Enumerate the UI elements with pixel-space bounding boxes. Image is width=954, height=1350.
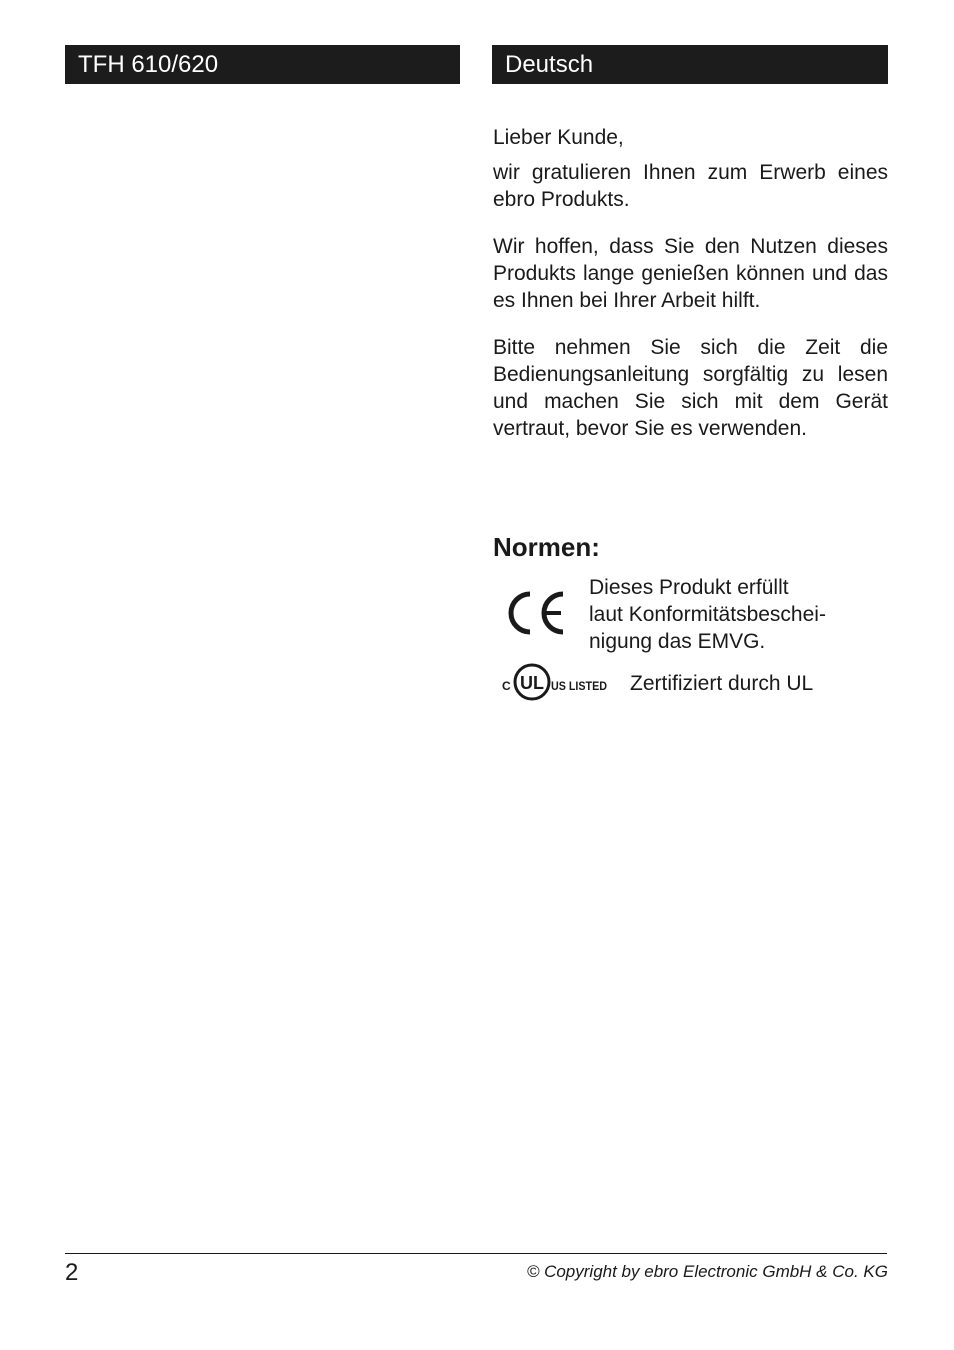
paragraph-1-text: wir gratulieren Ihnen zum Erwerb eines ebro Produkts. [493,161,888,211]
page-number: 2 [65,1259,79,1286]
ul-logo-us-listed: US LISTED [551,679,608,693]
intro-paragraph-1 [493,159,888,213]
normen-heading: Normen: [493,532,600,562]
ce-line-1: Dieses Produkt erfüllt [589,576,789,599]
footer-divider [65,1253,887,1254]
ul-listed-mark-icon [500,662,610,702]
intro-paragraph-3 [493,334,888,442]
ce-mark-icon [506,590,566,636]
header-title-language: Deutsch [492,45,888,84]
greeting-text: Lieber Kunde, [493,126,624,149]
ul-logo-ul: UL [520,673,544,693]
paragraph-2-text: Wir hoffen, dass Sie den Nutzen dieses Produkts lange genießen können und das es Ihnen bei Ihrer Arbeit hilft. [493,235,888,312]
ce-line-2: laut Konformitätsbeschei- [589,603,826,626]
copyright-notice: © Copyright by ebro Electronic GmbH & Co. KG [526,1262,888,1281]
paragraph-3-text: Bitte nehmen Sie sich die Zeit die Bedienungsanleitung sorgfältig zu lesen und machen Sie sich mit dem Gerät vertraut, bevor Sie es verwenden. [493,336,888,440]
ul-logo-c: C [502,679,511,693]
header-title-model: TFH 610/620 [65,45,460,84]
intro-greeting [493,124,888,151]
ul-description: Zertifiziert durch UL [630,672,814,695]
intro-paragraph-2 [493,233,888,314]
ce-line-3: nigung das EMVG. [589,630,766,653]
ce-description [589,574,869,655]
